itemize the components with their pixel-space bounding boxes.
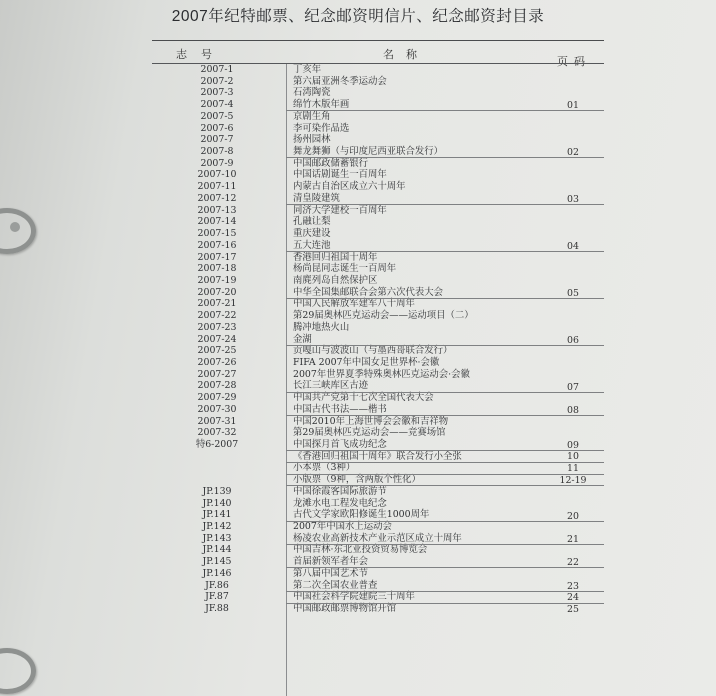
table-row — [152, 240, 604, 252]
row-name: 2007年中国水上运动会 — [293, 521, 392, 533]
row-code: 2007-18 — [197, 263, 237, 275]
table-row — [152, 357, 604, 369]
page-title: 2007年纪特邮票、纪念邮资明信片、纪念邮资封目录 — [171, 8, 545, 25]
row-name: 贡嘎山与波波山（与墨西哥联合发行） — [293, 345, 453, 357]
table-row — [152, 193, 604, 205]
row-code: JP.141 — [202, 509, 232, 521]
table-row — [152, 158, 604, 170]
table-row — [152, 392, 604, 404]
row-code: 2007-5 — [200, 110, 234, 122]
row-code: 2007-30 — [197, 403, 237, 415]
page-number: 07 — [567, 381, 579, 393]
page-number: 25 — [567, 603, 579, 615]
table-row — [152, 252, 604, 264]
row-code: 2007-27 — [197, 368, 237, 380]
row-name: 李可染作品选 — [293, 122, 350, 134]
row-name: 绵竹木版年画 — [293, 99, 350, 111]
page-number: 04 — [567, 240, 579, 252]
punch-hole — [10, 222, 20, 232]
table-row — [152, 369, 604, 381]
table-row — [152, 216, 604, 228]
row-code: 2007-3 — [200, 87, 234, 99]
row-name: 中国徐霞客国际旅游节 — [293, 485, 387, 497]
table-row — [152, 380, 604, 392]
page-number: 08 — [567, 405, 579, 417]
row-name: 中国探月首飞成功纪念 — [293, 439, 387, 450]
row-code: JP.145 — [202, 556, 232, 568]
table-row — [152, 87, 604, 99]
table-row — [152, 134, 604, 146]
row-name: 舞龙舞狮（与印度尼西亚联合发行） — [293, 146, 444, 158]
row-code: 2007-16 — [197, 239, 237, 251]
row-name: 小本票（3种） — [293, 462, 356, 474]
row-code: 2007-4 — [200, 99, 234, 111]
table-row — [152, 427, 604, 439]
page-number: 20 — [567, 510, 579, 522]
table-row — [152, 99, 604, 111]
header-page: 页码 — [557, 55, 591, 68]
table-row — [152, 498, 604, 510]
table-row — [152, 521, 604, 533]
page-number: 23 — [567, 580, 579, 592]
row-code: 2007-17 — [197, 251, 237, 263]
row-code: 2007-10 — [197, 169, 237, 181]
row-code: JP.139 — [202, 485, 232, 497]
page-number: 10 — [567, 451, 579, 463]
row-name: 香港回归祖国十周年 — [293, 251, 378, 263]
row-name: 中国邮政邮票博物馆开馆 — [293, 603, 397, 615]
table-row — [152, 486, 604, 498]
row-code: 2007-13 — [197, 204, 237, 216]
table-row — [152, 298, 604, 310]
row-code: JP.140 — [202, 497, 232, 509]
table-row — [152, 474, 604, 486]
table-row — [152, 580, 604, 592]
row-code: 2007-15 — [197, 228, 237, 240]
row-code: 2007-1 — [200, 64, 234, 75]
row-name: FIFA 2007年中国女足世界杯·会徽 — [293, 356, 440, 368]
row-name: 中国邮政储蓄银行 — [293, 157, 369, 169]
table-row — [152, 263, 604, 275]
row-code: 2007-23 — [197, 321, 237, 333]
row-name: 重庆建设 — [293, 228, 331, 240]
row-code: 2007-21 — [197, 298, 237, 310]
row-name: 古代文学家欧阳修诞生1000周年 — [293, 509, 430, 521]
page-number: 12-19 — [559, 474, 587, 486]
page-number: 21 — [567, 533, 579, 545]
row-code: 2007-2 — [200, 75, 234, 87]
table-row — [152, 64, 604, 76]
table-row — [152, 416, 604, 428]
binder-ring — [0, 648, 36, 694]
row-code: 2007-14 — [197, 216, 237, 228]
row-code: 2007-32 — [197, 427, 237, 439]
page-number: 11 — [567, 463, 579, 475]
row-name: 2007年世界夏季特殊奥林匹克运动会·会徽 — [293, 368, 470, 380]
row-name: 龙滩水电工程发电纪念 — [293, 497, 387, 509]
table-row — [152, 462, 604, 474]
table-row — [152, 603, 604, 615]
table-row — [152, 544, 604, 556]
row-name: 中国社会科学院建院三十周年 — [293, 591, 415, 603]
table-row — [152, 287, 604, 299]
header-code: 志号 — [176, 48, 226, 61]
row-code: JP.146 — [202, 567, 232, 579]
table-row — [152, 533, 604, 545]
row-name: 孔融让梨 — [293, 216, 331, 228]
row-code: JP.143 — [202, 532, 232, 544]
row-name: 扬州园林 — [293, 134, 331, 146]
row-code: 2007-9 — [200, 157, 234, 169]
table-row — [152, 556, 604, 568]
page-number: 06 — [567, 334, 579, 346]
row-code: 2007-31 — [197, 415, 237, 427]
table-row — [152, 334, 604, 346]
row-name: 《香港回归祖国十周年》联合发行小全张 — [293, 450, 462, 462]
table-row — [152, 169, 604, 181]
row-name: 内蒙古自治区成立六十周年 — [293, 181, 406, 193]
row-code: 2007-28 — [197, 380, 237, 392]
row-name: 同济大学建校一百周年 — [293, 204, 387, 216]
row-code: 特6-2007 — [195, 439, 239, 450]
row-name: 南麂列岛自然保护区 — [293, 274, 378, 286]
table-row — [152, 509, 604, 521]
table-row — [152, 76, 604, 88]
table-row — [152, 228, 604, 240]
table-row — [152, 111, 604, 123]
row-code: 2007-11 — [197, 181, 237, 193]
row-code: JF.88 — [205, 603, 229, 615]
row-name: 长江三峡库区古迹 — [293, 380, 369, 392]
table-row — [152, 181, 604, 193]
row-code: 2007-29 — [197, 392, 237, 404]
row-name: 丁亥年 — [293, 64, 322, 75]
header-name: 名称 — [383, 48, 429, 61]
row-code: 2007-6 — [200, 122, 234, 134]
row-code: 2007-22 — [197, 310, 237, 322]
row-code: JF.86 — [205, 579, 229, 591]
table-row — [152, 345, 604, 357]
row-code: JP.142 — [202, 521, 232, 533]
row-name: 首届新领军者年会 — [293, 556, 369, 568]
row-name: 清皇陵建筑 — [293, 192, 340, 204]
table-row — [152, 310, 604, 322]
row-name: 第二次全国农业普查 — [293, 579, 378, 591]
row-name: 第29届奥林匹克运动会——运动项目（二） — [293, 310, 474, 322]
table-row — [152, 205, 604, 217]
table-row — [152, 451, 604, 463]
row-code: 2007-8 — [200, 146, 234, 158]
row-name: 中国吉林·东北亚投资贸易博览会 — [293, 544, 428, 556]
row-name: 中华全国集邮联合会第六次代表大会 — [293, 286, 444, 298]
row-name: 小版票（9种，含两版个性化） — [293, 474, 421, 486]
row-name: 中国共产党第十七次全国代表大会 — [293, 392, 434, 404]
row-code: 2007-20 — [197, 286, 237, 298]
page-number: 02 — [567, 147, 579, 159]
table-row — [152, 275, 604, 287]
row-code: 2007-24 — [197, 333, 237, 345]
row-code: 2007-12 — [197, 192, 237, 204]
row-name: 中国古代书法——楷书 — [293, 403, 387, 415]
row-code: JF.87 — [205, 591, 229, 603]
row-code: 2007-19 — [197, 274, 237, 286]
row-code: 2007-7 — [200, 134, 234, 146]
page-number: 01 — [567, 100, 579, 112]
table-row — [152, 568, 604, 580]
row-code: 2007-26 — [197, 356, 237, 368]
page-number: 09 — [567, 440, 579, 452]
row-code: JP.144 — [202, 544, 232, 556]
row-name: 中国话剧诞生一百周年 — [293, 169, 387, 181]
table-top-rule — [152, 40, 604, 41]
row-name: 第六届亚洲冬季运动会 — [293, 75, 387, 87]
row-name: 中国2010年上海世博会会徽和吉祥物 — [293, 415, 449, 427]
row-name: 金湖 — [293, 333, 312, 345]
page-number: 24 — [567, 591, 579, 603]
row-name: 第八届中国艺术节 — [293, 567, 369, 579]
table-row — [152, 591, 604, 603]
row-name: 五大连池 — [293, 239, 331, 251]
row-name: 京剧生角 — [293, 110, 331, 122]
table-row — [152, 322, 604, 334]
table-row — [152, 439, 604, 451]
table-row — [152, 123, 604, 135]
binder-edge — [0, 0, 70, 696]
page-number: 05 — [567, 287, 579, 299]
row-code: 2007-25 — [197, 345, 237, 357]
table-row — [152, 404, 604, 416]
table-row — [152, 146, 604, 158]
row-name: 腾冲地热火山 — [293, 321, 350, 333]
page-number: 22 — [567, 557, 579, 569]
page-number: 03 — [567, 194, 579, 206]
row-name: 杨尚昆同志诞生一百周年 — [293, 263, 397, 275]
row-name: 杨凌农业高新技术产业示范区成立十周年 — [293, 532, 462, 544]
row-name: 第29届奥林匹克运动会——竞赛场馆 — [293, 427, 446, 439]
row-name: 石湾陶瓷 — [293, 87, 331, 99]
row-name: 中国人民解放军建军八十周年 — [293, 298, 415, 310]
catalog-table — [152, 64, 604, 615]
